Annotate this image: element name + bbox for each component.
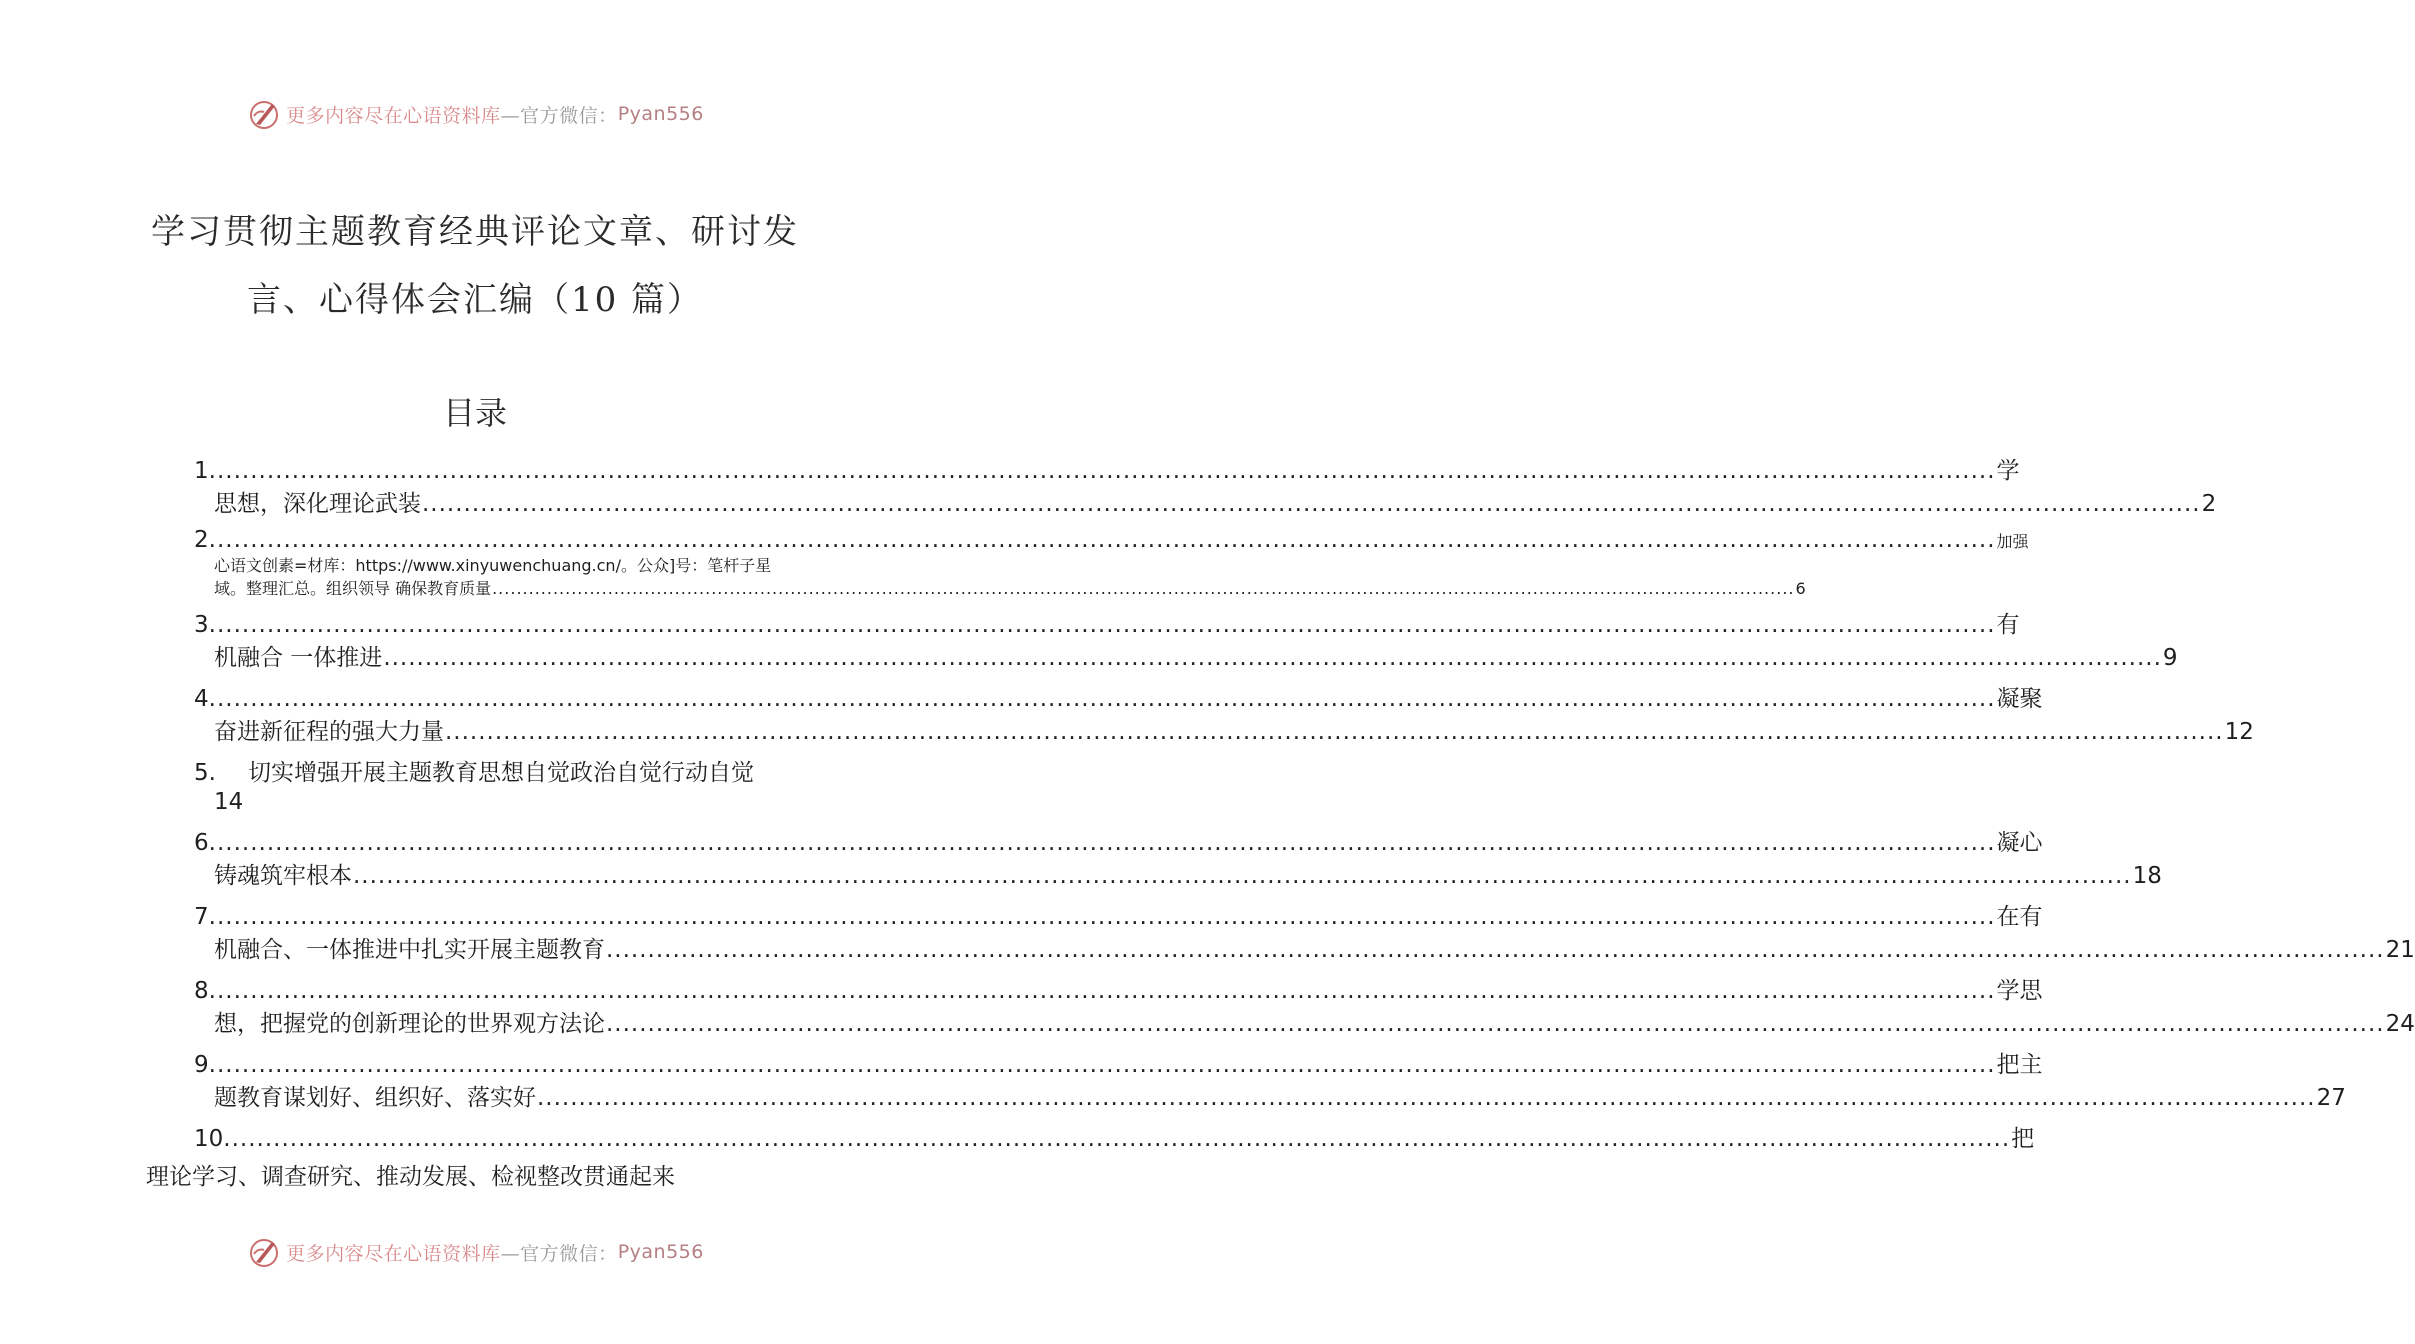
- watermark-separator: —官方微信：: [500, 1242, 618, 1265]
- toc-entry-8-line-2[interactable]: 想，把握党的创新理论的世界观方法论 ...................................................................................................................................................................................................................... 24: [214, 1011, 2415, 1037]
- toc-entry-6-line-2[interactable]: 铸魂筑牢根本 ...................................................................................................................................................................................................................... 18: [214, 863, 2162, 889]
- watermark-banner-bottom: [0, 1232, 950, 1272]
- toc-entry-5-line-1[interactable]: 5. 切实增强开展主题教育思想自觉政治自觉行动自觉: [194, 760, 754, 786]
- toc-entry-7-line-2[interactable]: 机融合、一体推进中扎实开展主题教育 ...................................................................................................................................................................................................................... 21: [214, 937, 2415, 963]
- toc-entry-3-line-1[interactable]: 3. ...................................................................................................................................................................................................................... 有: [194, 612, 2020, 638]
- toc-entry-5-line-2[interactable]: 14: [214, 789, 244, 815]
- toc-entry-6-line-1[interactable]: 6. ...................................................................................................................................................................................................................... 凝心: [194, 830, 2043, 856]
- watermark-text: 更多内容尽在心语资料库: [286, 104, 501, 127]
- toc-entry-10-line-2[interactable]: 理论学习、调查研究、推动发展、检视整改贯通起来: [146, 1164, 675, 1190]
- document-title-line-1: 学习贯彻主题教育经典评论文章、研讨发: [151, 212, 799, 252]
- quill-logo-icon: [246, 1234, 282, 1270]
- toc-entry-9-line-2[interactable]: 题教育谋划好、组织好、落实好 ...................................................................................................................................................................................................................... 27: [214, 1085, 2346, 1111]
- watermark-separator: —官方微信：: [500, 104, 618, 127]
- toc-entry-4-line-2[interactable]: 奋进新征程的强大力量 ...................................................................................................................................................................................................................... 12: [214, 719, 2254, 745]
- toc-entry-7-line-1[interactable]: 7. ...................................................................................................................................................................................................................... 在有: [194, 904, 2043, 930]
- toc-entry-3-line-2[interactable]: 机融合 一体推进 ...................................................................................................................................................................................................................... 9: [214, 645, 2178, 671]
- toc-entry-8-line-1[interactable]: 8. ...................................................................................................................................................................................................................... 学思: [194, 978, 2043, 1004]
- watermark-wechat-id: Pyan556: [617, 103, 704, 125]
- toc-entry-9-line-1[interactable]: 9. ...................................................................................................................................................................................................................... 把主: [194, 1052, 2043, 1078]
- watermark-text: 更多内容尽在心语资料库: [286, 1242, 501, 1265]
- toc-heading: 目录: [442, 394, 507, 432]
- toc-entry-2-line-1[interactable]: 2. ...................................................................................................................................................................................................................... 加强: [194, 527, 2029, 553]
- quill-logo-icon: [246, 96, 282, 132]
- toc-entry-1-line-1[interactable]: 1. ...................................................................................................................................................................................................................... 学: [194, 458, 2020, 484]
- watermark-wechat-id: Pyan556: [617, 1241, 704, 1263]
- toc-entry-1-line-2[interactable]: 思想，深化理论武装 ...................................................................................................................................................................................................................... 2: [214, 491, 2217, 517]
- toc-entry-2-line-3[interactable]: 域。整理汇总。组织领导 确保教育质量 ...................................................................................................................................................................................................................... 6: [214, 579, 1806, 598]
- document-title-line-2: 言、心得体会汇编（10 篇）: [246, 280, 704, 320]
- watermark-banner-top: [0, 94, 950, 134]
- toc-entry-2-line-2[interactable]: 心语文创素=材库：https://www.xinyuwenchuang.cn/。公众]号：笔杆子星: [214, 556, 772, 575]
- toc-entry-4-line-1[interactable]: 4. ...................................................................................................................................................................................................................... 凝聚: [194, 686, 2043, 712]
- toc-entry-10-line-1[interactable]: 10. ...................................................................................................................................................................................................................... 把: [194, 1126, 2035, 1152]
